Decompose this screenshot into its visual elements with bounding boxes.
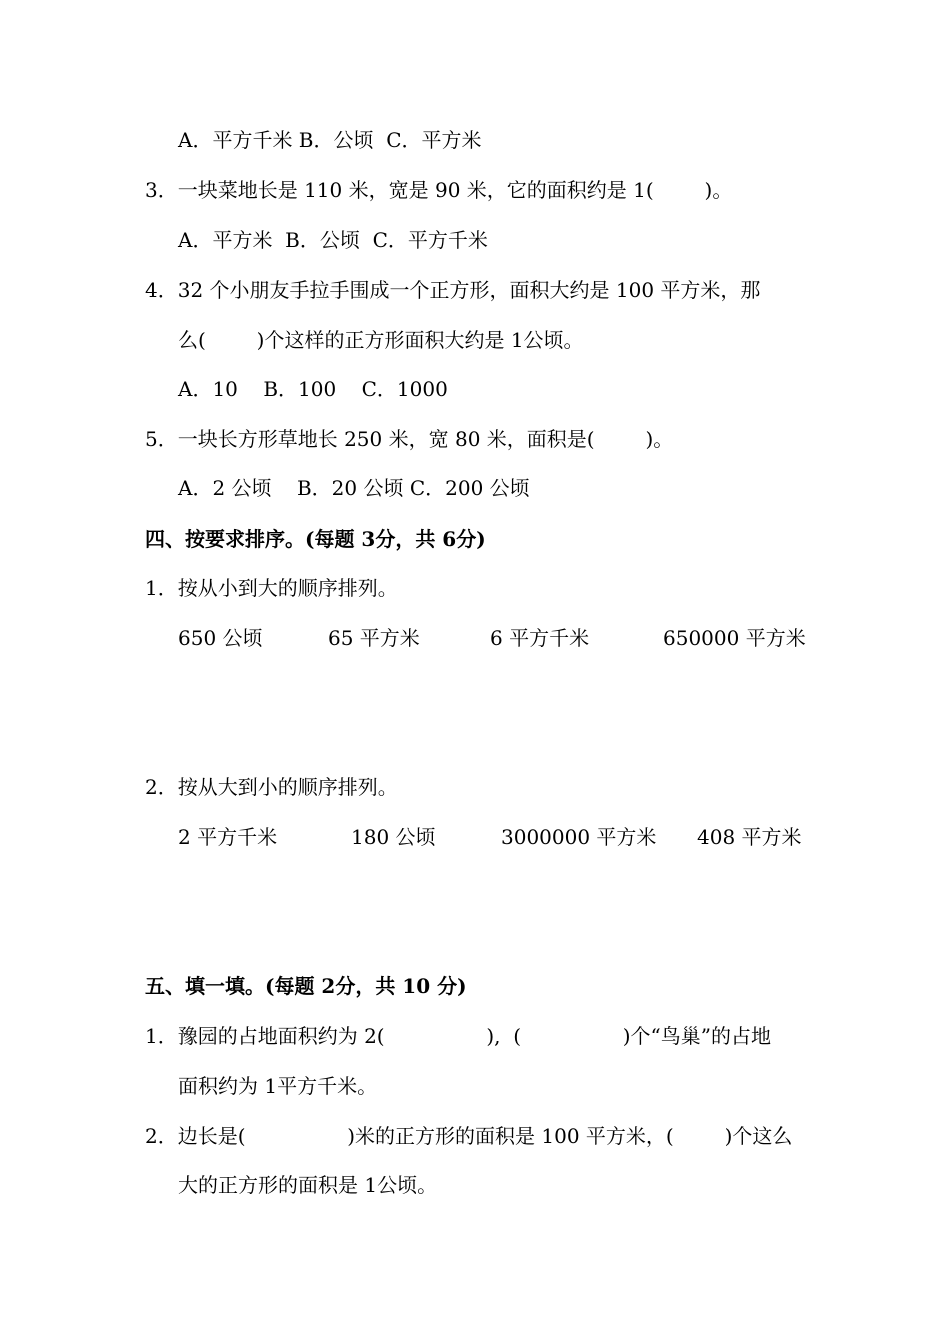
section5-heading: 五、填一填。(每题 2分，共 10 分) (145, 974, 467, 998)
s4-q2-item-1: 2 平方千米 (178, 825, 278, 849)
s5-q2-line1: 2．边长是( )米的正方形的面积是 100 平方米，( )个这么 (145, 1124, 793, 1148)
s5-q1-line2: 面积约为 1平方千米。 (178, 1074, 378, 1098)
s4-q2-item-3: 3000000 平方米 (501, 825, 657, 849)
q4-line2: 么( )个这样的正方形面积大约是 1公顷。 (178, 328, 584, 352)
s4-q1-item-1: 650 公顷 (178, 626, 263, 650)
s5-q1-line1: 1．豫园的占地面积约为 2( ), ( )个“鸟巢”的占地 (145, 1024, 771, 1048)
s5-q2-line2: 大的正方形的面积是 1公顷。 (178, 1173, 438, 1197)
section4-heading: 四、按要求排序。(每题 3分，共 6分) (145, 527, 486, 551)
q3-text: 3．一块菜地长是 110 米，宽是 90 米，它的面积约是 1( )。 (145, 178, 733, 202)
q3-options: A．平方米 B．公顷 C．平方千米 (178, 228, 488, 252)
q4-options: A．10 B．100 C．1000 (178, 377, 448, 401)
s4-q1-item-3: 6 平方千米 (490, 626, 590, 650)
s4-q1-item-2: 65 平方米 (328, 626, 420, 650)
s4-q1-item-4: 650000 平方米 (663, 626, 806, 650)
s4-q1-text: 1．按从小到大的顺序排列。 (145, 576, 398, 600)
s4-q2-item-4: 408 平方米 (697, 825, 802, 849)
q4-line1: 4．32 个小朋友手拉手围成一个正方形，面积大约是 100 平方米，那 (145, 278, 761, 302)
s4-q2-item-2: 180 公顷 (351, 825, 436, 849)
q5-options: A．2 公顷 B．20 公顷 C．200 公顷 (178, 476, 530, 500)
q5-text: 5．一块长方形草地长 250 米，宽 80 米，面积是( )。 (145, 427, 674, 451)
s4-q2-text: 2．按从大到小的顺序排列。 (145, 775, 398, 799)
q2-options: A．平方千米 B．公顷 C．平方米 (178, 128, 482, 152)
